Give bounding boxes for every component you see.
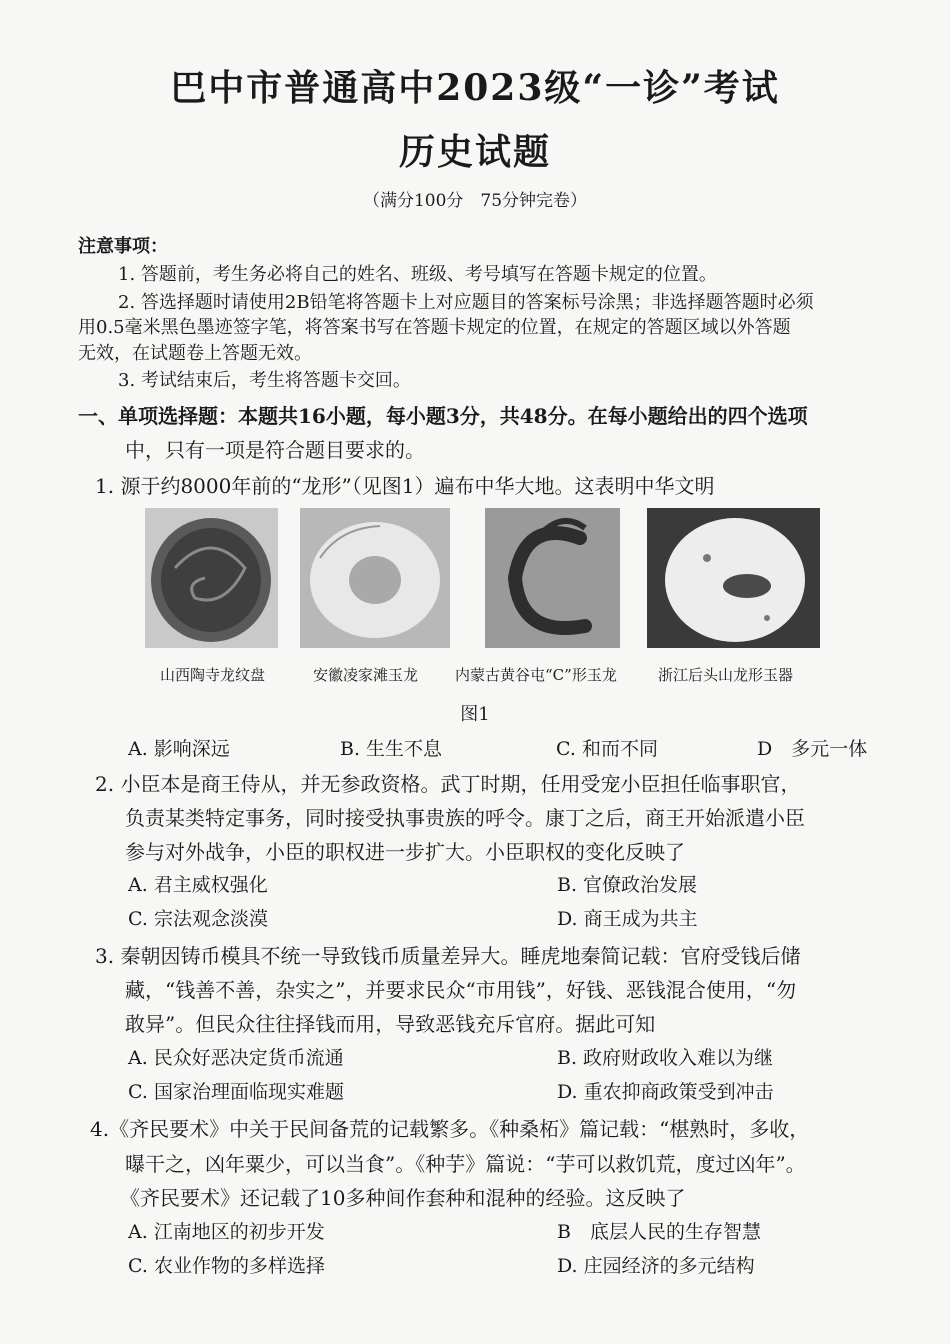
option-a: A. 君主威权强化 bbox=[128, 874, 268, 896]
note-line: 无效，在试题卷上答题无效。 bbox=[78, 343, 312, 364]
question-3-stem: 藏，“钱善不善，杂实之”，并要求民众“市用钱”，好钱、恶钱混合使用，“勿 bbox=[125, 978, 797, 1002]
option-c: C. 和而不同 bbox=[556, 738, 658, 760]
dragon-plate-icon bbox=[145, 508, 278, 648]
question-2-stem: 参与对外战争，小臣的职权进一步扩大。小臣职权的变化反映了 bbox=[125, 840, 685, 864]
figure-image-taosi-plate bbox=[145, 508, 278, 648]
note-line: 3. 考试结束后，考生将答题卡交回。 bbox=[118, 370, 411, 391]
figure-caption: 山西陶寺龙纹盘 bbox=[160, 666, 266, 684]
question-2-stem: 2. 小臣本是商王侍从，并无参政资格。武丁时期，任用受宠小臣担任临事职官， bbox=[95, 772, 801, 796]
section-heading: 一、单项选择题：本题共16小题，每小题3分，共48分。在每小题给出的四个选项 bbox=[78, 404, 808, 428]
note-line: 2. 答选择题时请使用2B铅笔将答题卡上对应题目的答案标号涂黑；非选择题答题时必须 bbox=[118, 292, 814, 313]
option-b: B 底层人民的生存智慧 bbox=[557, 1221, 761, 1243]
question-3-stem: 敢异”。但民众往往择钱而用，导致恶钱充斥官府。据此可知 bbox=[125, 1012, 656, 1036]
option-b: B. 政府财政收入难以为继 bbox=[557, 1047, 774, 1069]
question-4-stem: 4.《齐民要术》中关于民间备荒的记载繁多。《种桑柘》篇记载：“椹熟时，多收， bbox=[90, 1117, 810, 1141]
exam-meta: （满分100分 75分钟完卷） bbox=[362, 191, 588, 211]
figure-caption: 安徽凌家滩玉龙 bbox=[313, 666, 419, 684]
exam-title: 巴中市普通高中2023级“一诊”考试 bbox=[170, 67, 780, 109]
option-a: A. 影响深远 bbox=[128, 738, 230, 760]
subject-title: 历史试题 bbox=[398, 131, 551, 173]
question-1-stem: 1. 源于约8000年前的“龙形”（见图1）遍布中华大地。这表明中华文明 bbox=[95, 474, 715, 498]
option-d: D. 庄园经济的多元结构 bbox=[557, 1255, 755, 1277]
option-a: A. 江南地区的初步开发 bbox=[128, 1221, 325, 1243]
question-4-stem: 曝干之，凶年粟少，可以当食”。《种芋》篇说：“芋可以救饥荒，度过凶年”。 bbox=[125, 1152, 806, 1176]
figure-image-lingjiatan-dragon bbox=[300, 508, 450, 648]
figure-caption: 内蒙古黄谷屯“C”形玉龙 bbox=[455, 666, 617, 684]
jade-ornament-icon bbox=[647, 508, 820, 648]
jade-dragon-ring-icon bbox=[300, 508, 450, 648]
question-4-stem: 《齐民要术》还记载了10多种间作套种和混种的经验。这反映了 bbox=[120, 1186, 686, 1210]
figure-image-houtoushan-jade bbox=[647, 508, 820, 648]
figure-image-c-shaped-dragon bbox=[485, 508, 620, 648]
option-c: C. 农业作物的多样选择 bbox=[128, 1255, 325, 1277]
figure-label: 图1 bbox=[460, 704, 490, 725]
note-line: 1. 答题前，考生务必将自己的姓名、班级、考号填写在答题卡规定的位置。 bbox=[118, 264, 717, 285]
note-line: 用0.5毫米黑色墨迹签字笔，将答案书写在答题卡规定的位置，在规定的答题区域以外答题 bbox=[78, 317, 791, 338]
question-2-stem: 负责某类特定事务，同时接受执事贵族的呼令。康丁之后，商王开始派遣小臣 bbox=[125, 806, 805, 830]
option-d: D 多元一体 bbox=[757, 738, 868, 760]
section-heading-cont: 中，只有一项是符合题目要求的。 bbox=[125, 438, 425, 462]
option-a: A. 民众好恶决定货币流通 bbox=[128, 1047, 344, 1069]
option-d: D. 重农抑商政策受到冲击 bbox=[557, 1081, 774, 1103]
option-b: B. 生生不息 bbox=[340, 738, 443, 760]
question-3-stem: 3. 秦朝因铸币模具不统一导致钱币质量差异大。睡虎地秦简记载：官府受钱后储 bbox=[95, 944, 801, 968]
option-c: C. 宗法观念淡漠 bbox=[128, 908, 268, 930]
c-dragon-icon bbox=[485, 508, 620, 648]
notes-heading: 注意事项： bbox=[78, 236, 168, 257]
option-c: C. 国家治理面临现实难题 bbox=[128, 1081, 344, 1103]
option-d: D. 商王成为共主 bbox=[557, 908, 698, 930]
option-b: B. 官僚政治发展 bbox=[557, 874, 698, 896]
figure-caption: 浙江后头山龙形玉器 bbox=[658, 666, 794, 684]
